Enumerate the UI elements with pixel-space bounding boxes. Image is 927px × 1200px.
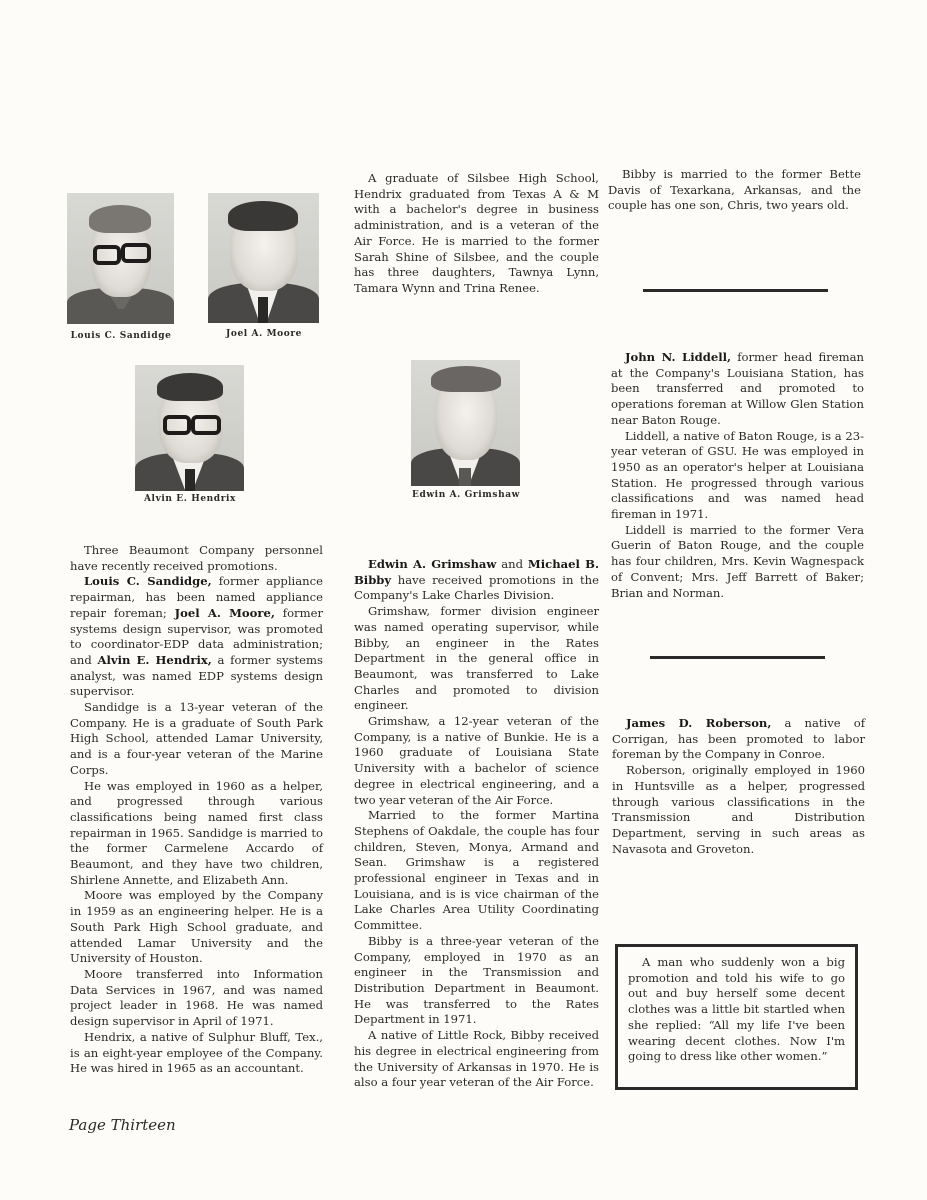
- section-divider: [650, 656, 825, 659]
- paragraph: Roberson, originally employed in 1960 in Huntsville as a helper, progressed through various classifications in the Transmission and Distribution Department, serving in such areas as Navasota and Groveton.: [612, 763, 865, 856]
- photo-caption: Edwin A. Grimshaw: [411, 490, 520, 500]
- humor-box: [615, 944, 858, 1090]
- photo-caption: Joel A. Moore: [225, 329, 303, 339]
- photo-joel-moore: [208, 193, 319, 323]
- anecdote-text: A man who suddenly won a big promotion and told his wife to go out and buy herself some decent clothes was a little bit startled when she replied: “All my life I've been wearing decent clothes. Now I'm going to dress like other women.”: [628, 955, 845, 1064]
- article-bibby-continued: [608, 167, 861, 214]
- photo-caption: Alvin E. Hendrix: [143, 494, 237, 504]
- article-lake-charles-promotions: [354, 557, 599, 1091]
- paragraph: Sandidge is a 13-year veteran of the Company. He is a graduate of South Park High School, attended Lamar University, and is a four-year veteran of the Marine Corps.: [70, 700, 323, 777]
- person-name: John N. Liddell,: [625, 350, 732, 364]
- photo-louis-sandidge: [67, 193, 174, 324]
- intro-paragraph: Three Beaumont Company personnel have recently received promotions.: [70, 543, 323, 573]
- paragraph: Grimshaw, former division engineer was named operating supervisor, while Bibby, an engineer in the Rates Department in the general office in Beaumont, was transferred to Lake Charles and promoted to division engineer.: [354, 604, 599, 713]
- photo-edwin-grimshaw: [411, 360, 520, 486]
- paragraph: John N. Liddell, former head fireman at the Company's Louisiana Station, has been transferred and promoted to operations foreman at Willow Glen Station near Baton Rouge.: [611, 350, 864, 427]
- paragraph: Hendrix, a native of Sulphur Bluff, Tex., is an eight-year employee of the Company. He was hired in 1965 as an accountant.: [70, 1029, 323, 1076]
- article-beaumont-promotions: [70, 543, 323, 1077]
- paragraph: Liddell is married to the former Vera Guerin of Baton Rouge, and the couple has four children, Mrs. Kevin Wagnespack of Convent; Mrs. Jeff Barrett of Baker; Brian and Norman.: [611, 522, 864, 600]
- article-hendrix-continued: [354, 171, 599, 297]
- paragraph: Liddell, a native of Baton Rouge, is a 23-year veteran of GSU. He was employed in 1950 as an operator's helper at Louisiana Station. He progressed through various classifications and was named head fireman in 1971.: [611, 428, 864, 522]
- paragraph: A native of Little Rock, Bibby received his degree in electrical engineering from the University of Arkansas in 1970. He is also a four year veteran of the Air Force.: [354, 1028, 599, 1090]
- paragraph: Louis C. Sandidge, former appliance repairman, has been named appliance repair foreman; Joel A. Moore, former systems design supervisor, was promoted to coordinator-EDP data administration; and Alvin E. Hendrix, a former systems analyst, was named EDP systems design supervisor.: [70, 574, 323, 699]
- paragraph: Bibby is a three-year veteran of the Company, employed in 1970 as an engineer in the Transmission and Distribution Department in Beaumont. He was transferred to the Rates Department in 1971.: [354, 933, 599, 1027]
- section-divider: [643, 289, 828, 292]
- page-number: Page Thirteen: [69, 1116, 176, 1134]
- person-name: Edwin A. Grimshaw: [368, 557, 497, 571]
- paragraph: Moore was employed by the Company in 1959 as an engineering helper. He is a South Park High School graduate, and attended Lamar University and the University of Houston.: [70, 888, 323, 966]
- person-name: Joel A. Moore,: [174, 605, 275, 620]
- person-name: James D. Roberson,: [626, 716, 772, 730]
- paragraph: A graduate of Silsbee High School, Hendrix graduated from Texas A & M with a bachelor's degree in business administration, and is a veteran of the Air Force. He is married to the former Sarah Shine of Silsbee, and the couple has three daughters, Tawnya Lynn, Tamara Wynn and Trina Renee.: [354, 171, 599, 295]
- paragraph: Moore transferred into Information Data Services in 1967, and was named project leader in 1968. He was named design supervisor in April of 1971.: [70, 966, 323, 1029]
- paragraph: James D. Roberson, a native of Corrigan, has been promoted to labor foreman by the Company in Conroe.: [612, 716, 865, 762]
- paragraph: Grimshaw, a 12-year veteran of the Company, is a native of Bunkie. He is a 1960 graduate of Louisiana State University with a bachelor of science degree in electrical engineering, and a two year veteran of the Air Force.: [354, 714, 599, 807]
- paragraph: Married to the former Martina Stephens of Oakdale, the couple has four children, Steven, Monya, Armand and Sean. Grimshaw is a registered professional engineer in Texas and in Louisiana, and is is vice chairman of the Lake Charles Area Utility Coordinating Committee.: [354, 808, 599, 933]
- paragraph: Edwin A. Grimshaw and Michael B. Bibby have received promotions in the Company's Lake Charles Division.: [354, 557, 599, 603]
- photo-alvin-hendrix: [135, 365, 244, 491]
- person-name: Louis C. Sandidge,: [84, 574, 212, 589]
- article-liddell: [611, 350, 864, 601]
- person-name: Alvin E. Hendrix,: [97, 652, 212, 667]
- person-name: Michael B. Bibby: [354, 557, 599, 587]
- article-roberson: [612, 716, 865, 857]
- paragraph: He was employed in 1960 as a helper, and progressed through various classifications being named first class repairman in 1965. Sandidge is married to the former Carmelene Accardo of Beaumont, and they have two children, Shirlene Annette, and Elizabeth Ann.: [70, 778, 323, 887]
- paragraph: Bibby is married to the former Bette Davis of Texarkana, Arkansas, and the couple has one son, Chris, two years old.: [608, 167, 861, 213]
- photo-caption: Louis C. Sandidge: [70, 331, 172, 341]
